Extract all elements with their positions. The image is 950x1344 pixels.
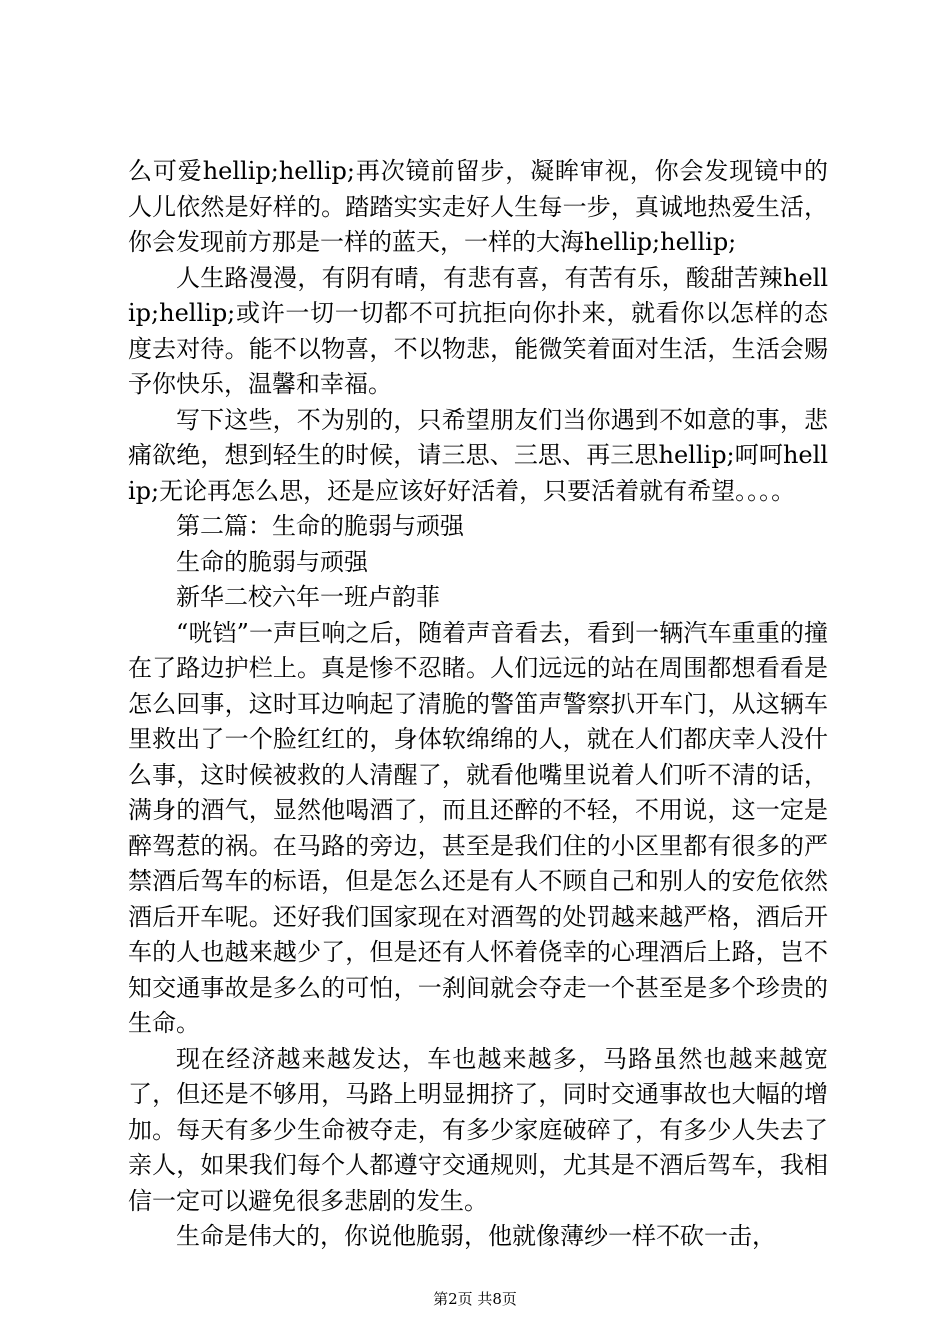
paragraph: 生命是伟大的，你说他脆弱，他就像薄纱一样不砍一击， <box>176 1222 776 1250</box>
paragraph: 写下这些，不为别的，只希望朋友们当你遇到不如意的事，悲痛欲绝，想到轻生的时候，请三思、三思、再三思hellip;呵呵hellip;无论再怎么思，还是应该好好活着，只要活着就有希望。。。。 <box>128 405 828 505</box>
section-heading: 第二篇：生命的脆弱与顽强 <box>176 512 464 540</box>
document-body <box>128 154 828 1255</box>
article-title: 生命的脆弱与顽强 <box>176 547 368 576</box>
paragraph: “咣铛”一声巨响之后，随着声音看去，看到一辆汽车重重的撞在了路边护栏上。真是惨不忍睹。人们远远的站在周围都想看看是怎么回事，这时耳边响起了清脆的警笛声警察扒开车门，从这辆车里救出了一个脸红红的，身体软绵绵的人，就在人们都庆幸人没什么事，这时候被救的人清醒了，就看他嘴里说着人们听不清的话，满身的酒气，显然他喝酒了，而且还醉的不轻，不用说，这一定是醉驾惹的祸。在马路的旁边，甚至是我们住的小区里都有很多的严禁酒后驾车的标语，但是怎么还是有人不顾自己和别人的安危依然酒后开车呢。还好我们国家现在对酒驾的处罚越来越严格，酒后开车的人也越来越少了，但是还有人怀着侥幸的心理酒后上路，岂不知交通事故是多么的可怕，一刹间就会夺走一个甚至是多个珍贵的生命。 <box>128 618 828 1037</box>
page-number-footer: 第2页 共8页 <box>433 1290 517 1308</box>
article-author: 新华二校六年一班卢韵菲 <box>176 583 440 611</box>
paragraph: 人生路漫漫，有阴有晴，有悲有喜，有苦有乐，酸甜苦辣hellip;hellip;或许一切一切都不可抗拒向你扑来，就看你以怎样的态度去对待。能不以物喜，不以物悲，能微笑着面对生活，生活会赐予你快乐，温馨和幸福。 <box>128 263 828 398</box>
paragraph: 现在经济越来越发达，车也越来越多，马路虽然也越来越宽了，但还是不够用，马路上明显拥挤了，同时交通事故也大幅的增加。每天有多少生命被夺走，有多少家庭破碎了，有多少人失去了亲人，如果我们每个人都遵守交通规则，尤其是不酒后驾车，我相信一定可以避免很多悲剧的发生。 <box>128 1044 828 1215</box>
paragraph-continuation: 么可爱hellip;hellip;再次镜前留步，凝眸审视，你会发现镜中的人儿依然是好样的。踏踏实实走好人生每一步，真诚地热爱生活，你会发现前方那是一样的蓝天，一样的大海hellip;hellip; <box>128 157 828 256</box>
